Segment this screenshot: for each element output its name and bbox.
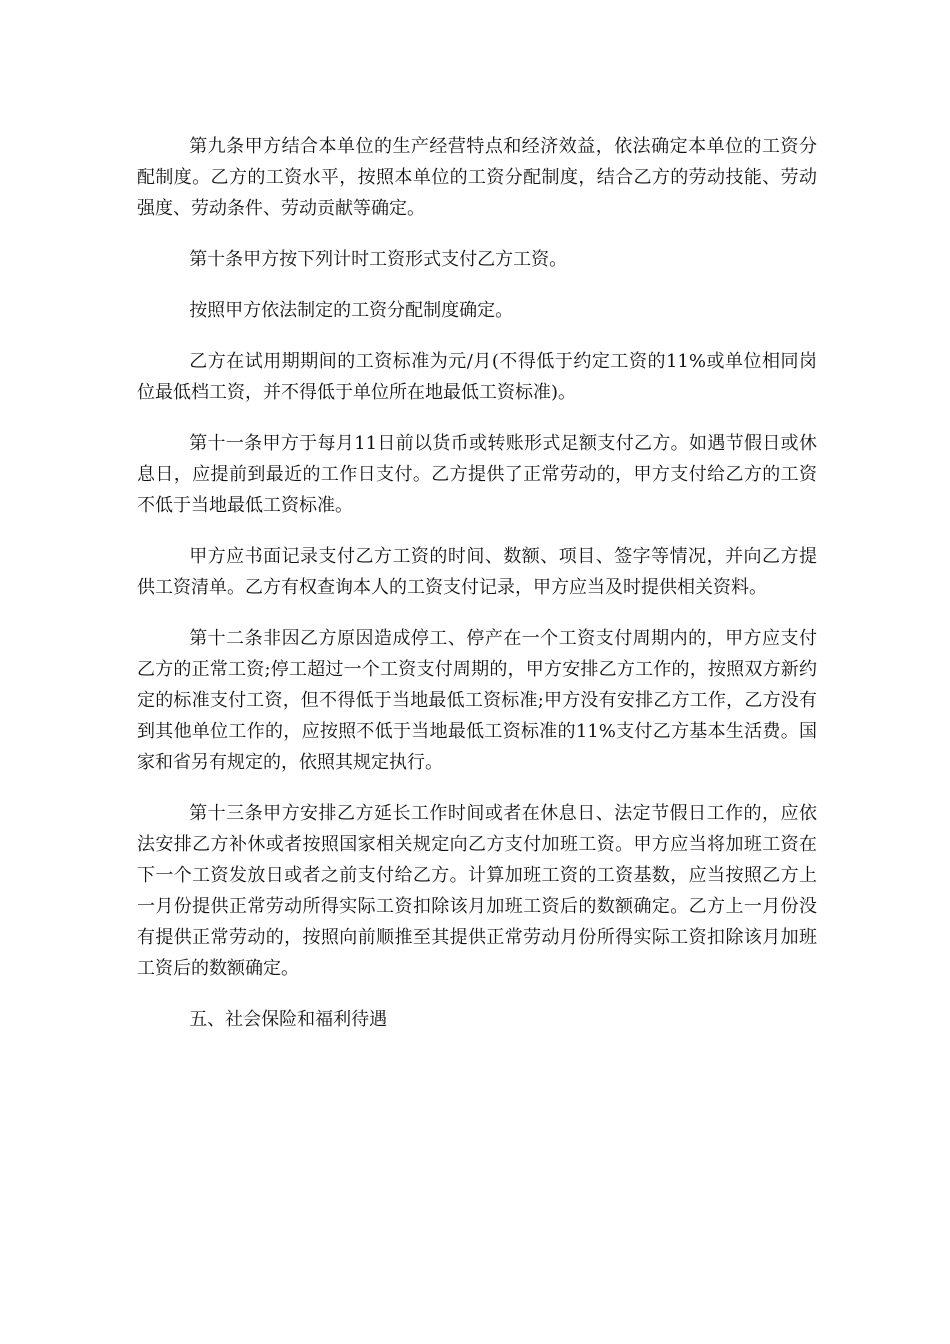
article-9-paragraph: 第九条甲方结合本单位的生产经营特点和经济效益，依法确定本单位的工资分配制度。乙方的工资水平，按照本单位的工资分配制度，结合乙方的劳动技能、劳动强度、劳动条件、劳动贡献等确定。: [137, 136, 817, 219]
wage-record-paragraph: 甲方应书面记录支付乙方工资的时间、数额、项目、签字等情况，并向乙方提供工资清单。乙方有权查询本人的工资支付记录，甲方应当及时提供相关资料。: [137, 546, 817, 598]
document-body: [137, 131, 817, 1055]
section-5-heading: 五、社会保险和福利待遇: [189, 1009, 388, 1030]
article-13-paragraph: 第十三条甲方安排乙方延长工作时间或者在休息日、法定节假日工作的，应依法安排乙方补休或者按照国家相关规定向乙方支付加班工资。甲方应当将加班工资在下一个工资发放日或者之前支付给乙方。计算加班工资的工资基数，应当按照乙方上一月份提供正常劳动所得实际工资扣除该月加班工资后的数额确定。乙方上一月份没有提供正常劳动的，按照向前顺推至其提供正常劳动月份所得实际工资扣除该月加班工资后的数额确定。: [137, 803, 817, 979]
article-10-paragraph: 第十条甲方按下列计时工资形式支付乙方工资。: [189, 249, 568, 270]
article-11-paragraph: 第十一条甲方于每月11日前以货币或转账形式足额支付乙方。如遇节假日或休息日，应提前到最近的工作日支付。乙方提供了正常劳动的，甲方支付给乙方的工资不低于当地最低工资标准。: [137, 433, 817, 516]
probation-wage-paragraph: 乙方在试用期期间的工资标准为元/月(不得低于约定工资的11%或单位相同岗位最低档工资，并不得低于单位所在地最低工资标准)。: [137, 351, 817, 403]
wage-system-paragraph: 按照甲方依法制定的工资分配制度确定。: [189, 300, 514, 321]
article-12-paragraph: 第十二条非因乙方原因造成停工、停产在一个工资支付周期内的，甲方应支付乙方的正常工资;停工超过一个工资支付周期的，甲方安排乙方工作的，按照双方新约定的标准支付工资，但不得低于当地最低工资标准;甲方没有安排乙方工作，乙方没有到其他单位工作的，应按照不低于当地最低工资标准的11%支付乙方基本生活费。国家和省另有规定的，依照其规定执行。: [137, 628, 817, 773]
